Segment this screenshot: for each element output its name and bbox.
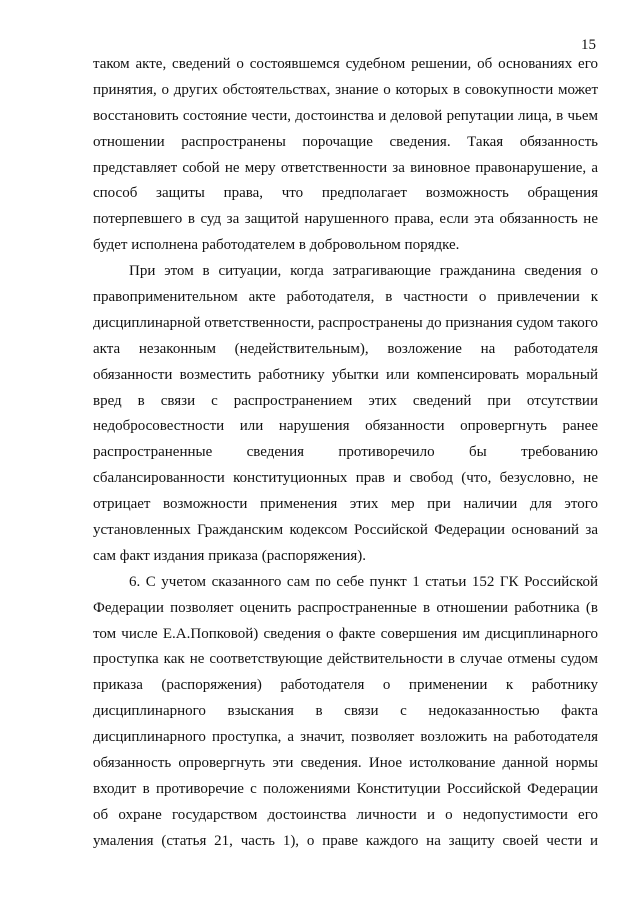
text-line: будет исполнена работодателем в добровольном порядке. xyxy=(93,237,460,254)
text-line: отношении распространены порочащие сведения. Такая обязанность xyxy=(93,133,598,150)
text-line: обязанность опровергнуть эти сведения. Иное истолкование данной нормы xyxy=(93,755,598,772)
text-line: способ защиты права, что предполагает возможность обращения xyxy=(93,185,598,202)
text-line: сбалансированности конституционных прав и свобод (что, безусловно, не xyxy=(93,470,598,487)
text-line: представляет собой не меру ответственности за виновное правонарушение, а xyxy=(93,159,598,176)
text-line: дисциплинарного проступка, а значит, позволяет возложить на работодателя xyxy=(93,729,598,746)
text-line: распространенные сведения противоречило бы требованию xyxy=(93,444,598,461)
text-line: обязанности возместить работнику убытки или компенсировать моральный xyxy=(93,366,598,383)
text-line: вред в связи с распространением этих сведений при отсутствии xyxy=(93,392,598,409)
text-line: правоприменительном акте работодателя, в частности о привлечении к xyxy=(93,289,598,306)
text-line: принятия, о других обстоятельствах, знание о которых в совокупности может xyxy=(93,81,598,98)
paragraph xyxy=(93,52,598,259)
text-line: потерпевшего в суд за защитой нарушенного права, если эта обязанность не xyxy=(93,211,598,228)
text-line: сам факт издания приказа (распоряжения). xyxy=(93,547,367,564)
text-line: умаления (статья 21, часть 1), о праве каждого на защиту своей чести и xyxy=(93,832,598,849)
document-body xyxy=(93,52,598,855)
text-line: дисциплинарного взыскания в связи с недоказанностью факта xyxy=(93,703,598,720)
text-line: проступка как не соответствующие действительности в случае отмены судом xyxy=(93,651,598,668)
text-line: недобросовестности или нарушения обязанности опровергнуть ранее xyxy=(93,418,598,435)
text-line: Федерации позволяет оценить распространенные в отношении работника (в xyxy=(93,599,598,616)
paragraph xyxy=(93,259,598,570)
text-line: таком акте, сведений о состоявшемся судебном решении, об основаниях его xyxy=(93,56,598,72)
text-line: том числе Е.А.Попковой) сведения о факте совершения им дисциплинарного xyxy=(93,625,598,642)
text-line: восстановить состояние чести, достоинства и деловой репутации лица, в чьем xyxy=(93,107,598,124)
text-line: приказа (распоряжения) работодателя о применении к работнику xyxy=(93,677,598,694)
text-line: отрицает возможности применения этих мер при наличии для этого xyxy=(93,496,598,513)
text-line: входит в противоречие с положениями Конституции Российской Федерации xyxy=(93,780,598,797)
text-line: акта незаконным (недействительным), возложение на работодателя xyxy=(93,340,598,357)
text-line: установленных Гражданским кодексом Российской Федерации оснований за xyxy=(93,522,598,539)
text-line: 6. С учетом сказанного сам по себе пункт 1 статьи 152 ГК Российской xyxy=(129,573,598,590)
page-number: 15 xyxy=(581,37,596,53)
text-line: об охране государством достоинства личности и о недопустимости его xyxy=(93,806,598,823)
text-line: дисциплинарной ответственности, распространены до признания судом такого xyxy=(93,314,598,331)
paragraph xyxy=(93,570,598,855)
text-line: При этом в ситуации, когда затрагивающие гражданина сведения о xyxy=(129,263,598,280)
